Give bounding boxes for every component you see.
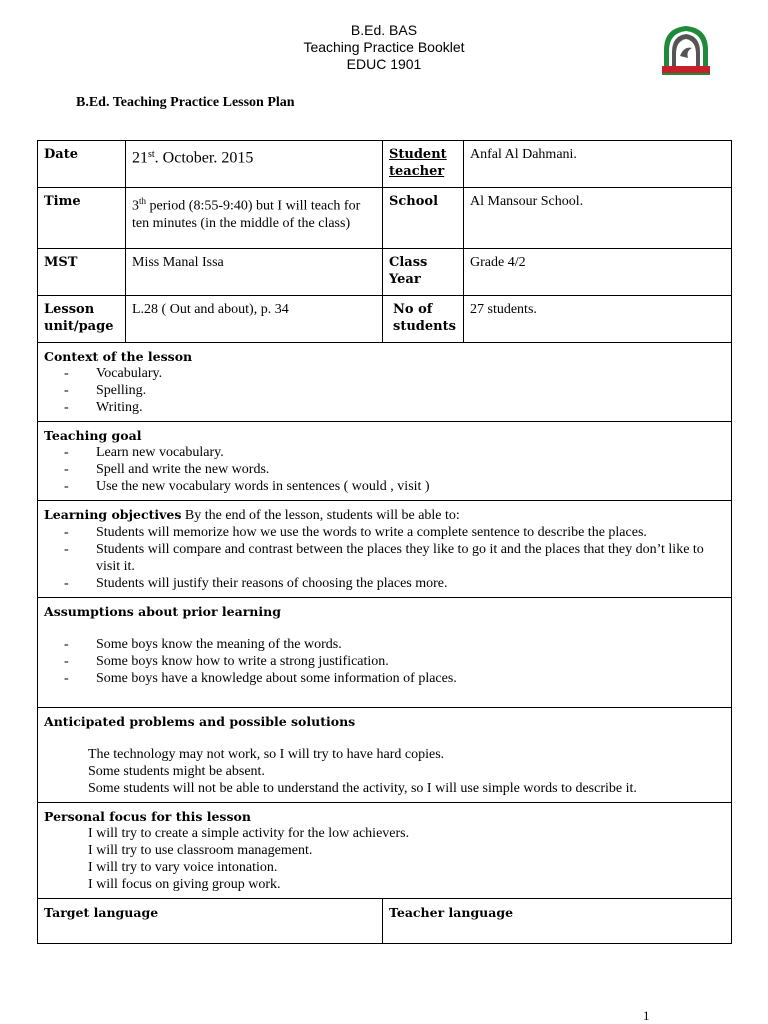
list-item: - Spell and write the new words. [64, 461, 725, 478]
date-row [38, 141, 732, 188]
date-label: Date [38, 141, 126, 188]
time-label: Time [38, 188, 126, 249]
lesson-row [38, 296, 732, 343]
no-students-value: 27 students. [464, 296, 732, 343]
learning-objectives-row [38, 501, 732, 598]
learning-objectives-section [38, 501, 732, 598]
document-header [0, 22, 768, 73]
list-item: - Vocabulary. [64, 365, 725, 382]
list-item: - Some boys know the meaning of the words. [64, 636, 725, 653]
lesson-label: Lesson unit/page [38, 296, 126, 343]
assumptions-row [38, 598, 732, 708]
context-row [38, 343, 732, 422]
context-title: Context of the lesson [44, 349, 193, 364]
learning-objectives-intro: By the end of the lesson, students will be able to: [181, 508, 460, 523]
context-list [44, 365, 725, 416]
languages-row [38, 899, 732, 944]
learning-objectives-title: Learning objectives [44, 507, 182, 522]
personal-focus-title: Personal focus for this lesson [44, 809, 251, 824]
mst-row [38, 249, 732, 296]
list-item: - Spelling. [64, 382, 725, 399]
list-item: - Students will compare and contrast between the places they like to go it and the places that they don’t like to visit it. [64, 541, 725, 575]
personal-focus-line: I will try to use classroom management. [88, 843, 313, 858]
teaching-goal-section [38, 422, 732, 501]
school-label: School [383, 188, 464, 249]
learning-objectives-list [44, 524, 725, 592]
student-teacher-value: Anfal Al Dahmani. [464, 141, 732, 188]
teaching-goal-title: Teaching goal [44, 428, 142, 443]
class-year-value: Grade 4/2 [464, 249, 732, 296]
list-item: - Students will justify their reasons of choosing the places more. [64, 575, 725, 592]
class-year-label: Class Year [383, 249, 464, 296]
school-value: Al Mansour School. [464, 188, 732, 249]
problems-line: Some students will not be able to understand the activity, so I will use simple words to describe it. [88, 781, 637, 796]
lesson-plan-table [37, 140, 732, 944]
page-number: 1 [643, 1008, 650, 1023]
problems-row [38, 708, 732, 803]
list-item: - Learn new vocabulary. [64, 444, 725, 461]
personal-focus-section [38, 803, 732, 899]
list-item: - Use the new vocabulary words in sentences ( would , visit ) [64, 478, 725, 495]
assumptions-list [44, 636, 725, 687]
personal-focus-line: I will try to vary voice intonation. [88, 860, 278, 875]
header-line-3: EDUC 1901 [346, 56, 422, 72]
target-language-label: Target language [38, 899, 383, 944]
teaching-goal-row [38, 422, 732, 501]
list-item: - Students will memorize how we use the words to write a complete sentence to describe the places. [64, 524, 725, 541]
problems-line: The technology may not work, so I will try to have hard copies. [88, 747, 445, 762]
teaching-goal-list [44, 444, 725, 495]
personal-focus-line: I will try to create a simple activity for the low achievers. [88, 826, 410, 841]
institution-logo-icon [658, 22, 714, 78]
time-value: 3th period (8:55-9:40) but I will teach for ten minutes (in the middle of the class) [126, 188, 383, 249]
problems-title: Anticipated problems and possible solutions [44, 714, 356, 729]
list-item: - Writing. [64, 399, 725, 416]
date-value: 21st. October. 2015 [126, 141, 383, 188]
context-section [38, 343, 732, 422]
personal-focus-row [38, 803, 732, 899]
header-line-1: B.Ed. BAS [350, 22, 418, 38]
list-item: - Some boys have a knowledge about some information of places. [64, 670, 725, 687]
lesson-plan-title: B.Ed. Teaching Practice Lesson Plan [76, 95, 295, 110]
assumptions-title: Assumptions about prior learning [44, 604, 281, 619]
header-line-2: Teaching Practice Booklet [303, 39, 465, 55]
list-item: - Some boys know how to write a strong justification. [64, 653, 725, 670]
problems-section [38, 708, 732, 803]
no-students-label: No of students [383, 296, 464, 343]
personal-focus-line: I will focus on giving group work. [88, 877, 281, 892]
time-row [38, 188, 732, 249]
problems-line: Some students might be absent. [88, 764, 265, 779]
assumptions-section [38, 598, 732, 708]
teacher-language-label: Teacher language [383, 899, 732, 944]
mst-value: Miss Manal Issa [126, 249, 383, 296]
student-teacher-label: Student teacher [383, 141, 464, 188]
mst-label: MST [38, 249, 126, 296]
lesson-value: L.28 ( Out and about), p. 34 [126, 296, 383, 343]
